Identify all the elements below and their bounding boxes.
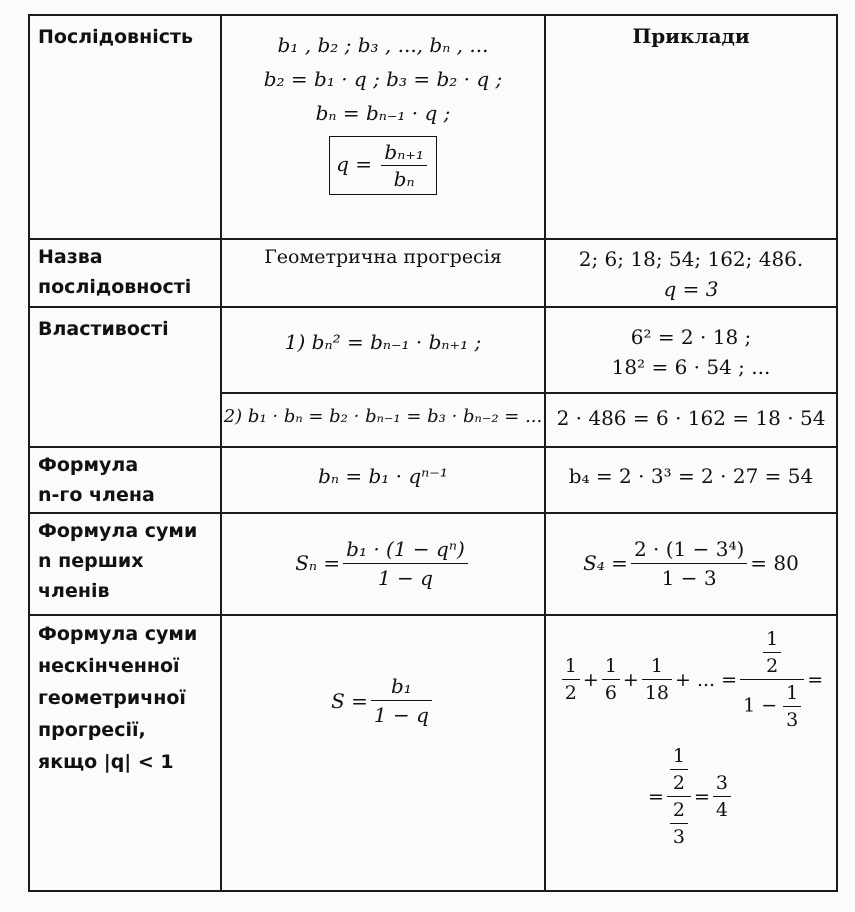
infinite-sum-label-line5: якщо |q| < 1 bbox=[38, 751, 174, 773]
cell-sequence-definition bbox=[221, 15, 545, 239]
infinite-sum-label-line1: Формула суми bbox=[38, 623, 198, 645]
infinite-sum-numerator: b₁ bbox=[371, 672, 432, 701]
example2-result-fraction bbox=[713, 770, 731, 823]
example-complex-num-den: 2 bbox=[766, 655, 779, 677]
cell-name-example bbox=[545, 239, 837, 307]
table-row-finite-sum bbox=[29, 513, 837, 615]
cell-nth-term-example bbox=[545, 447, 837, 513]
cell-finite-sum-formula bbox=[221, 513, 545, 615]
example-equals-trailing: = bbox=[807, 668, 824, 691]
example-fraction-3-num: 1 bbox=[642, 653, 672, 680]
example2-result-den: 4 bbox=[715, 799, 729, 821]
cell-infinite-sum-example bbox=[545, 615, 837, 891]
infinite-sum-label-line4: прогресії, bbox=[38, 719, 146, 741]
example-ratio: q = 3 bbox=[663, 277, 719, 301]
cell-property-2-example bbox=[545, 393, 837, 447]
finite-sum-label-line3: членів bbox=[38, 580, 110, 602]
example-fraction-3-den: 18 bbox=[644, 682, 670, 704]
cell-nth-term-formula bbox=[221, 447, 545, 513]
example-complex-denominator bbox=[740, 680, 804, 733]
infinite-sum-fraction bbox=[371, 672, 432, 729]
example-complex-num-num: 1 bbox=[763, 626, 781, 653]
example2-bottom-den: 3 bbox=[672, 826, 685, 848]
nth-term-label-line2: n-го члена bbox=[38, 484, 155, 506]
example-fraction-1-den: 2 bbox=[564, 682, 577, 704]
finite-sum-label-line2: n перших bbox=[38, 550, 144, 572]
cell-sequence-label bbox=[29, 15, 221, 239]
example2-bottom bbox=[667, 797, 691, 850]
table-row-name bbox=[29, 239, 837, 307]
example-fraction-1-num: 1 bbox=[562, 653, 580, 680]
example-sequence: 2; 6; 18; 54; 162; 486. bbox=[578, 247, 804, 271]
property-1-formula: 1) bₙ² = bₙ₋₁ · bₙ₊₁ ; bbox=[284, 330, 482, 354]
example-complex-numerator bbox=[740, 626, 804, 680]
ratio-formula-box bbox=[329, 136, 437, 195]
example2-top bbox=[667, 743, 691, 797]
cell-property-1-example bbox=[545, 307, 837, 393]
cell-property-2 bbox=[221, 393, 545, 447]
infinite-sum-lhs: S = bbox=[331, 688, 368, 713]
table-row-infinite-sum bbox=[29, 615, 837, 891]
cell-nth-term-label bbox=[29, 447, 221, 513]
cell-finite-sum-example bbox=[545, 513, 837, 615]
example2-equals: = bbox=[647, 785, 664, 808]
finite-sum-numerator: b₁ · (1 − qⁿ) bbox=[343, 535, 468, 564]
cell-infinite-sum-label bbox=[29, 615, 221, 891]
properties-label: Властивості bbox=[38, 318, 169, 340]
finite-sum-example-denominator: 1 − 3 bbox=[661, 565, 717, 590]
finite-sum-example-fraction bbox=[631, 535, 747, 592]
example2-top-num: 1 bbox=[670, 743, 688, 770]
example2-equals-2: = bbox=[694, 785, 710, 808]
finite-sum-example-numerator: 2 · (1 − 3⁴) bbox=[631, 535, 747, 564]
infinite-sum-denominator: 1 − q bbox=[373, 703, 429, 727]
sequence-recurrence: b₂ = b₁ · q ; b₃ = b₂ · q ; bbox=[263, 67, 503, 91]
property-2-formula: 2) b₁ · bₙ = b₂ · bₙ₋₁ = b₃ · bₙ₋₂ = ... bbox=[223, 406, 543, 427]
finite-sum-lhs: Sₙ = bbox=[295, 551, 341, 575]
example-fraction-1 bbox=[562, 653, 580, 706]
example-complex-fraction bbox=[740, 626, 804, 733]
table-row-sequence bbox=[29, 15, 837, 239]
cell-name-value bbox=[221, 239, 545, 307]
example-plus-2: + bbox=[622, 668, 639, 691]
name-label-line1: Назва bbox=[38, 246, 103, 268]
finite-sum-fraction bbox=[343, 535, 468, 592]
ratio-numerator: bₙ₊₁ bbox=[381, 139, 426, 166]
property-1-example-line1: 6² = 2 · 18 ; bbox=[630, 325, 752, 349]
example-fraction-2 bbox=[602, 653, 620, 706]
example-complex-den-prefix: 1 − bbox=[743, 694, 778, 717]
name-label-line2: послідовності bbox=[38, 276, 192, 298]
progression-name: Геометрична прогресія bbox=[264, 246, 502, 268]
cell-properties-label bbox=[29, 307, 221, 447]
example2-result-num: 3 bbox=[713, 770, 731, 797]
cell-name-label bbox=[29, 239, 221, 307]
table-row-properties-1 bbox=[29, 307, 837, 393]
example-fraction-3 bbox=[642, 653, 672, 706]
example-complex-den-num: 1 bbox=[783, 680, 801, 707]
example2-complex-fraction bbox=[667, 743, 691, 850]
ratio-formula-lhs: q = bbox=[336, 152, 373, 176]
nth-term-example: b₄ = 2 · 3³ = 2 · 27 = 54 bbox=[568, 464, 814, 488]
finite-sum-example-result: = 80 bbox=[750, 551, 799, 575]
cell-property-1 bbox=[221, 307, 545, 393]
sequence-terms: b₁ , b₂ ; b₃ , ..., bₙ , ... bbox=[277, 33, 489, 57]
ratio-denominator: bₙ bbox=[393, 167, 415, 191]
infinite-sum-label-line3: геометричної bbox=[38, 687, 186, 709]
examples-header: Приклади bbox=[632, 24, 750, 48]
property-1-example-line2: 18² = 6 · 54 ; ... bbox=[611, 355, 771, 379]
cell-finite-sum-label bbox=[29, 513, 221, 615]
example-fraction-2-num: 1 bbox=[602, 653, 620, 680]
example2-top-den: 2 bbox=[672, 772, 685, 794]
sequence-label: Послідовність bbox=[38, 26, 193, 48]
cell-examples-header bbox=[545, 15, 837, 239]
ratio-fraction bbox=[381, 139, 426, 192]
infinite-sum-label-line2: нескінченної bbox=[38, 655, 180, 677]
property-2-example: 2 · 486 = 6 · 162 = 18 · 54 bbox=[556, 406, 826, 430]
example-complex-den-den: 3 bbox=[786, 709, 799, 731]
finite-sum-label-line1: Формула суми bbox=[38, 520, 198, 542]
nth-term-formula: bₙ = b₁ · qⁿ⁻¹ bbox=[318, 464, 448, 488]
example-series-tail: + ... = bbox=[675, 668, 738, 691]
sequence-general-recurrence: bₙ = bₙ₋₁ · q ; bbox=[315, 101, 451, 125]
finite-sum-example-lhs: S₄ = bbox=[583, 551, 628, 575]
example2-bottom-num: 2 bbox=[670, 797, 688, 824]
geometric-progression-table bbox=[28, 14, 838, 892]
cell-infinite-sum-formula bbox=[221, 615, 545, 891]
example-fraction-2-den: 6 bbox=[604, 682, 617, 704]
finite-sum-denominator: 1 − q bbox=[377, 565, 433, 590]
example-plus-1: + bbox=[582, 668, 599, 691]
table-row-nth-term bbox=[29, 447, 837, 513]
nth-term-label-line1: Формула bbox=[38, 454, 139, 476]
